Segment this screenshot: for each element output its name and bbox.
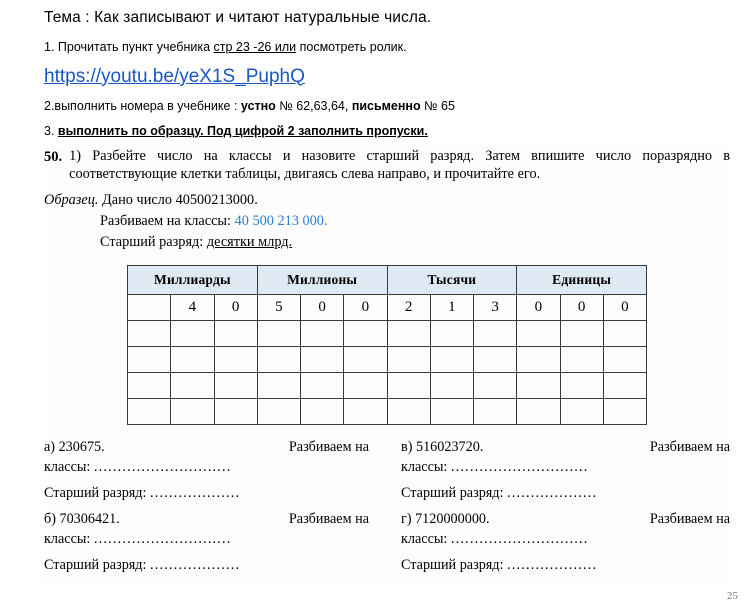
task-1-pages: стр 23 -26 или — [213, 40, 297, 55]
cell[interactable]: 0 — [301, 294, 344, 320]
subtask-g-highest-label: Старший разряд: — [401, 556, 504, 573]
subtask-v — [401, 439, 730, 502]
subtask-a — [44, 439, 369, 502]
subtask-v-highest-blank[interactable]: ................... — [507, 484, 598, 501]
page-title — [44, 8, 730, 27]
cell[interactable] — [301, 398, 344, 424]
cell[interactable]: 0 — [214, 294, 257, 320]
table-row — [128, 398, 647, 424]
cell[interactable] — [214, 346, 257, 372]
sample-line-split — [44, 211, 730, 232]
task-2-textbook-word: учебнике : — [177, 99, 238, 114]
subtask-b-highest-label: Старший разряд: — [44, 556, 147, 573]
cell[interactable] — [430, 320, 473, 346]
sample-line-highest — [44, 232, 730, 253]
subtask-b-highest-blank[interactable]: ................... — [150, 556, 241, 573]
task-2-prefix: 2.выполнить номера в — [44, 99, 174, 114]
cell[interactable] — [301, 372, 344, 398]
subtask-v-classes-label: классы: — [401, 458, 448, 475]
task-2-written-label: письменно — [351, 99, 421, 114]
task-2 — [44, 99, 730, 113]
subtask-a-label: а) 230675. — [44, 438, 105, 455]
subtask-a-highest-label: Старший разряд: — [44, 484, 147, 501]
subtask-v-label: в) 516023720. — [401, 438, 484, 455]
cell[interactable] — [171, 346, 214, 372]
cell[interactable] — [387, 372, 430, 398]
table-row — [128, 294, 647, 320]
table-row — [128, 320, 647, 346]
subtask-g-highest-line — [401, 557, 730, 574]
sample-block — [44, 190, 730, 252]
task-1-number: 1. — [44, 40, 55, 55]
cell[interactable] — [171, 372, 214, 398]
cell[interactable] — [171, 398, 214, 424]
subtask-v-classes-blank[interactable]: ............................. — [450, 458, 589, 475]
video-link[interactable]: https://youtu.be/yeX1S_PuphQ — [44, 65, 305, 87]
cell[interactable] — [257, 372, 300, 398]
exercise-number: 50. — [44, 149, 63, 166]
cell[interactable] — [560, 320, 603, 346]
cell[interactable]: 3 — [474, 294, 517, 320]
task-2-oral-label: устно — [240, 99, 276, 114]
topic-text: Как записывают и читают натуральные числа. — [94, 9, 432, 26]
subtask-a-classes-blank[interactable]: ............................. — [93, 458, 232, 475]
subtasks-column-left — [44, 439, 387, 583]
cell[interactable] — [387, 398, 430, 424]
exercise-heading — [44, 148, 730, 183]
task-3 — [44, 124, 730, 138]
cell[interactable] — [128, 320, 171, 346]
subtask-g — [401, 511, 730, 574]
cell[interactable] — [387, 320, 430, 346]
task-1-text-before: Прочитать пункт учебника — [57, 40, 211, 55]
subtask-g-highest-blank[interactable]: ................... — [507, 556, 598, 573]
cell[interactable]: 5 — [257, 294, 300, 320]
column-header-billions: Миллиарды — [128, 265, 258, 294]
subtask-b-classes-line — [44, 531, 369, 548]
cell[interactable] — [214, 398, 257, 424]
subtask-v-classes-line — [401, 459, 730, 476]
exercise-statement — [69, 148, 730, 183]
subtask-a-classes-label: классы: — [44, 458, 91, 475]
sample-line-given — [44, 190, 730, 211]
cell[interactable] — [301, 320, 344, 346]
cell[interactable] — [603, 372, 646, 398]
table-header-row — [128, 265, 647, 294]
subtask-a-header — [44, 439, 369, 456]
cell[interactable] — [344, 346, 387, 372]
cell[interactable] — [560, 346, 603, 372]
split-value: 40 500 213 000. — [234, 213, 328, 230]
highest-value: десятки млрд. — [206, 233, 293, 250]
subtask-g-classes-blank[interactable]: ............................. — [450, 530, 589, 547]
cell[interactable] — [603, 346, 646, 372]
exercise-item-number: 1) — [69, 148, 82, 165]
task-3-text: выполнить по образцу. Под цифрой 2 заполнить пропуски. — [57, 124, 428, 139]
subtasks-grid — [44, 439, 730, 583]
task-1-text-after: посмотреть ролик. — [299, 40, 407, 55]
table-row — [128, 372, 647, 398]
subtask-v-action: Разбиваем на — [649, 438, 730, 455]
subtask-v-highest-label: Старший разряд: — [401, 484, 504, 501]
highest-label: Старший разряд: — [100, 233, 204, 250]
cell[interactable] — [560, 372, 603, 398]
cell[interactable] — [257, 398, 300, 424]
subtask-g-classes-line — [401, 531, 730, 548]
cell[interactable] — [171, 320, 214, 346]
cell[interactable] — [214, 320, 257, 346]
place-value-table — [127, 265, 647, 425]
sample-given-number: Дано число 40500213000. — [102, 192, 258, 209]
subtask-b-label: б) 70306421. — [44, 510, 120, 527]
cell[interactable] — [474, 372, 517, 398]
task-2-oral-numbers: № 62,63,64, — [279, 99, 349, 114]
cell[interactable]: 0 — [344, 294, 387, 320]
subtask-b-header — [44, 511, 369, 528]
cell[interactable] — [128, 398, 171, 424]
cell[interactable]: 0 — [517, 294, 560, 320]
cell[interactable] — [344, 320, 387, 346]
subtask-v-header — [401, 439, 730, 456]
cell[interactable]: 0 — [603, 294, 646, 320]
subtask-a-action: Разбиваем на — [288, 438, 369, 455]
cell[interactable] — [603, 320, 646, 346]
split-label: Разбиваем на классы: — [100, 213, 232, 230]
subtask-g-header — [401, 511, 730, 528]
assignment-header — [0, 8, 748, 138]
exercise-statement-text: Разбейте число на классы и назовите старший разряд. Затем впишите число поразрядно в соответствующие клетки таблицы, двигаясь слева направо, и прочитайте его. — [69, 148, 731, 182]
cell[interactable] — [128, 294, 171, 320]
cell[interactable] — [517, 346, 560, 372]
table-row — [128, 346, 647, 372]
cell[interactable] — [128, 346, 171, 372]
column-header-thousands: Тысячи — [387, 265, 517, 294]
subtask-b-classes-label: классы: — [44, 530, 91, 547]
cell[interactable] — [301, 346, 344, 372]
cell[interactable] — [344, 372, 387, 398]
subtask-b — [44, 511, 369, 574]
subtask-b-highest-line — [44, 557, 369, 574]
cell[interactable] — [474, 346, 517, 372]
cell[interactable]: 1 — [430, 294, 473, 320]
cell[interactable] — [474, 398, 517, 424]
sample-label: Образец. — [44, 192, 99, 209]
cell[interactable] — [517, 372, 560, 398]
subtasks-column-right — [387, 439, 730, 583]
cell[interactable] — [517, 398, 560, 424]
cell[interactable] — [560, 398, 603, 424]
subtask-a-highest-line — [44, 485, 369, 502]
subtask-a-classes-line — [44, 459, 369, 476]
column-header-units: Единицы — [517, 265, 647, 294]
cell[interactable] — [214, 372, 257, 398]
subtask-v-highest-line — [401, 485, 730, 502]
task-2-written-numbers: № 65 — [424, 99, 455, 114]
cell[interactable]: 0 — [560, 294, 603, 320]
table-body — [128, 294, 647, 424]
cell[interactable] — [387, 346, 430, 372]
cell[interactable] — [257, 320, 300, 346]
topic-label: Тема : — [44, 9, 90, 26]
cell[interactable] — [474, 320, 517, 346]
subtask-g-label: г) 7120000000. — [401, 510, 490, 527]
task-1 — [44, 39, 730, 55]
cell[interactable] — [603, 398, 646, 424]
subtask-g-classes-label: классы: — [401, 530, 448, 547]
cell[interactable] — [430, 346, 473, 372]
subtask-g-action: Разбиваем на — [649, 510, 730, 527]
cell[interactable] — [344, 398, 387, 424]
cell[interactable]: 4 — [171, 294, 214, 320]
task-3-number: 3. — [44, 124, 55, 139]
subtask-b-classes-blank[interactable]: ............................. — [93, 530, 232, 547]
cell[interactable]: 2 — [387, 294, 430, 320]
textbook-excerpt — [44, 148, 730, 582]
column-header-millions: Миллионы — [257, 265, 387, 294]
cell[interactable] — [430, 398, 473, 424]
page-number: 25 — [727, 590, 738, 602]
cell[interactable] — [128, 372, 171, 398]
cell[interactable] — [430, 372, 473, 398]
cell[interactable] — [257, 346, 300, 372]
subtask-b-action: Разбиваем на — [288, 510, 369, 527]
subtask-a-highest-blank[interactable]: ................... — [150, 484, 241, 501]
cell[interactable] — [517, 320, 560, 346]
